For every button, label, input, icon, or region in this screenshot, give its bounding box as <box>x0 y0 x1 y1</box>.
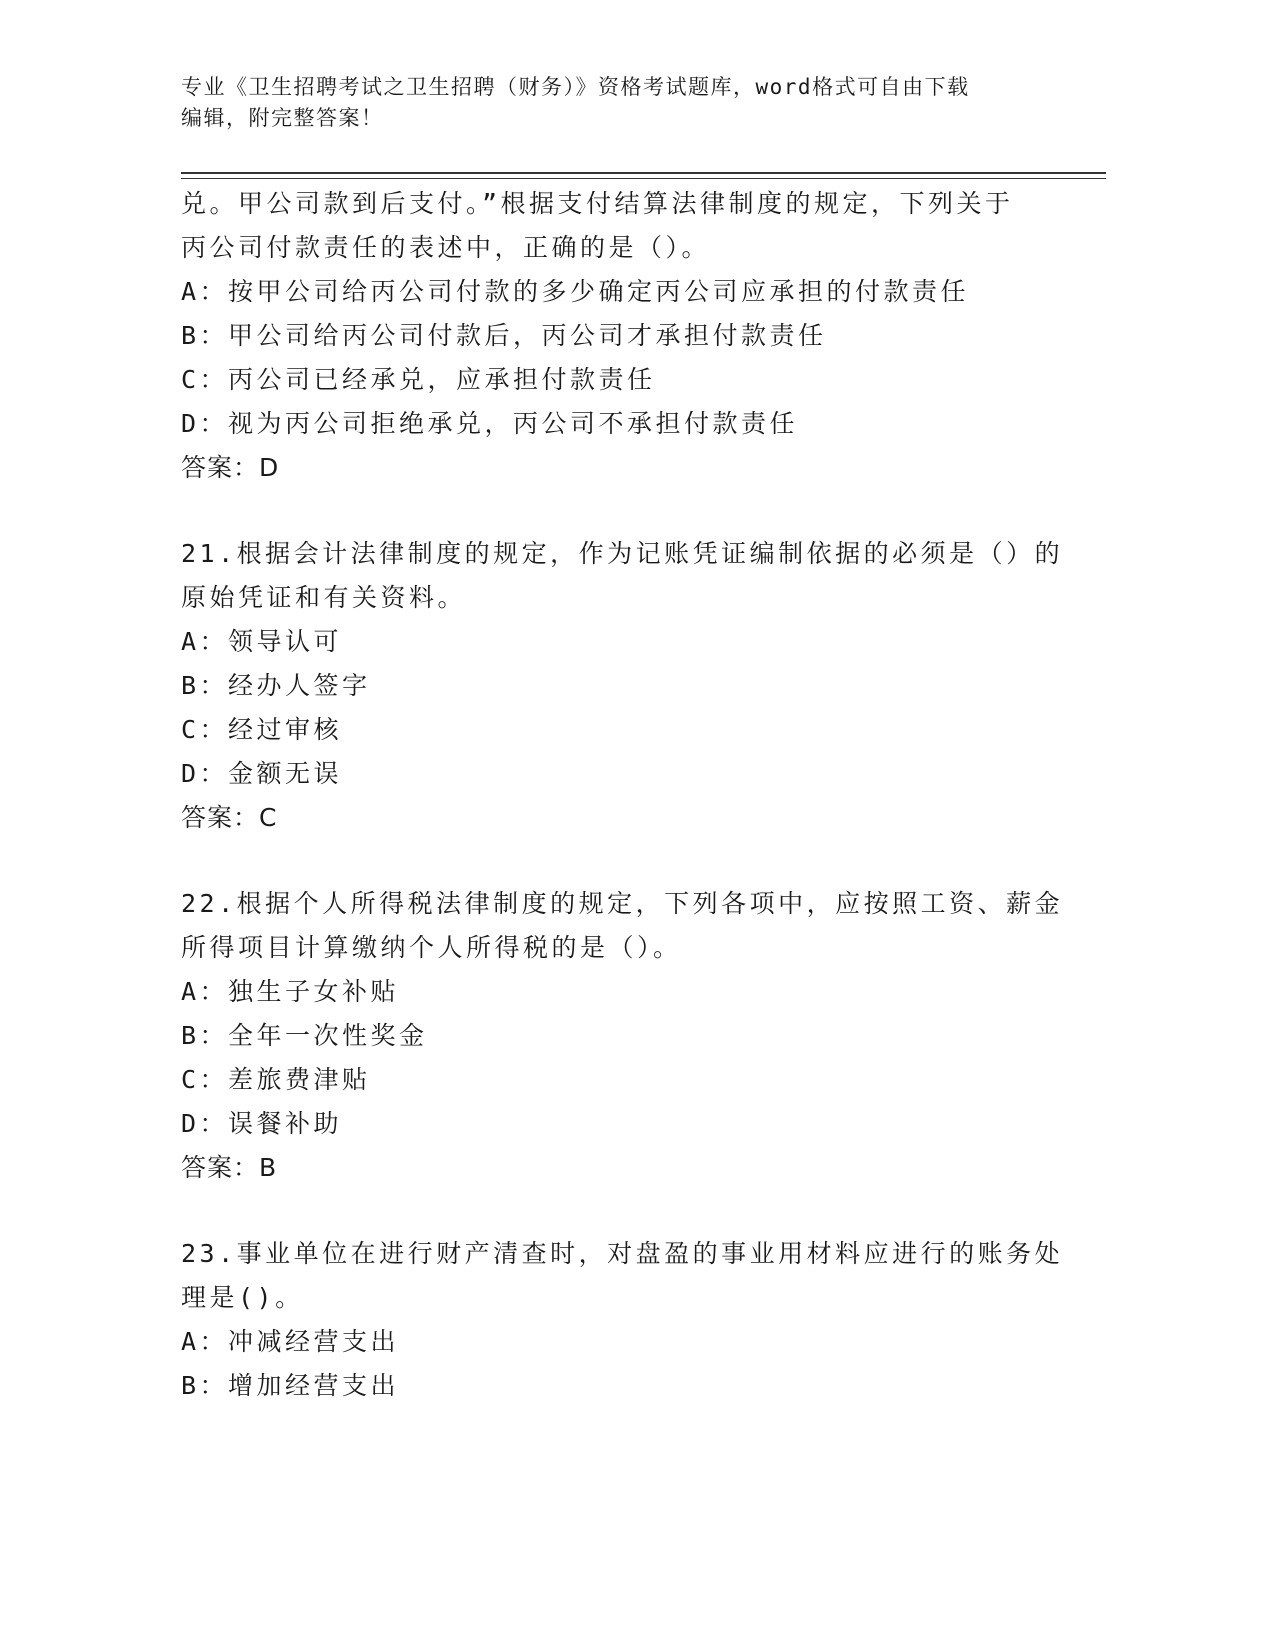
option-a: A：按甲公司给丙公司付款的多少确定丙公司应承担的付款责任 <box>181 277 970 306</box>
question-21 <box>181 532 1064 840</box>
question-22 <box>181 882 1064 1190</box>
option-b: B：经办人签字 <box>181 671 371 700</box>
answer-line: 答案：C <box>181 803 278 832</box>
answer-line: 答案：B <box>181 1153 278 1182</box>
header-divider-thick <box>181 172 1106 174</box>
option-d: D：金额无误 <box>181 759 343 788</box>
option-a: A：独生子女补贴 <box>181 977 400 1006</box>
question-text-line: 兑。甲公司款到后支付。”根据支付结算法律制度的规定，下列关于 <box>181 189 1014 218</box>
option-b: B：全年一次性奖金 <box>181 1021 428 1050</box>
option-b: B：甲公司给丙公司付款后，丙公司才承担付款责任 <box>181 321 827 350</box>
option-b: B：增加经营支出 <box>181 1371 400 1400</box>
question-text-line: 理是()。 <box>181 1283 304 1312</box>
option-d: D：误餐补助 <box>181 1109 343 1138</box>
option-c: C：丙公司已经承兑，应承担付款责任 <box>181 365 656 394</box>
question-text-line: 丙公司付款责任的表述中，正确的是（）。 <box>181 233 711 262</box>
option-d: D：视为丙公司拒绝承兑，丙公司不承担付款责任 <box>181 409 799 438</box>
header-divider-thin <box>181 178 1106 179</box>
header-line-1: 专业《卫生招聘考试之卫生招聘（财务）》资格考试题库，word格式可自由下载 <box>181 75 970 99</box>
question-20-continuation <box>181 182 1051 490</box>
question-text-line: 23.事业单位在进行财产清查时，对盘盈的事业用材料应进行的账务处 <box>181 1239 1064 1268</box>
option-c: C：经过审核 <box>181 715 343 744</box>
question-text-line: 21.根据会计法律制度的规定，作为记账凭证编制依据的必须是（）的 <box>181 539 1064 568</box>
option-a: A：冲减经营支出 <box>181 1327 400 1356</box>
answer-line: 答案：D <box>181 453 280 482</box>
question-text-line: 所得项目计算缴纳个人所得税的是（）。 <box>181 933 682 962</box>
question-text-line: 22.根据个人所得税法律制度的规定，下列各项中，应按照工资、薪金 <box>181 889 1064 918</box>
option-a: A：领导认可 <box>181 627 343 656</box>
header-line-2: 编辑，附完整答案！ <box>181 106 384 130</box>
document-header <box>181 72 1061 134</box>
question-list <box>181 182 1064 1408</box>
question-text-line: 原始凭证和有关资料。 <box>181 583 467 612</box>
option-c: C：差旅费津贴 <box>181 1065 371 1094</box>
question-23 <box>181 1232 1064 1408</box>
